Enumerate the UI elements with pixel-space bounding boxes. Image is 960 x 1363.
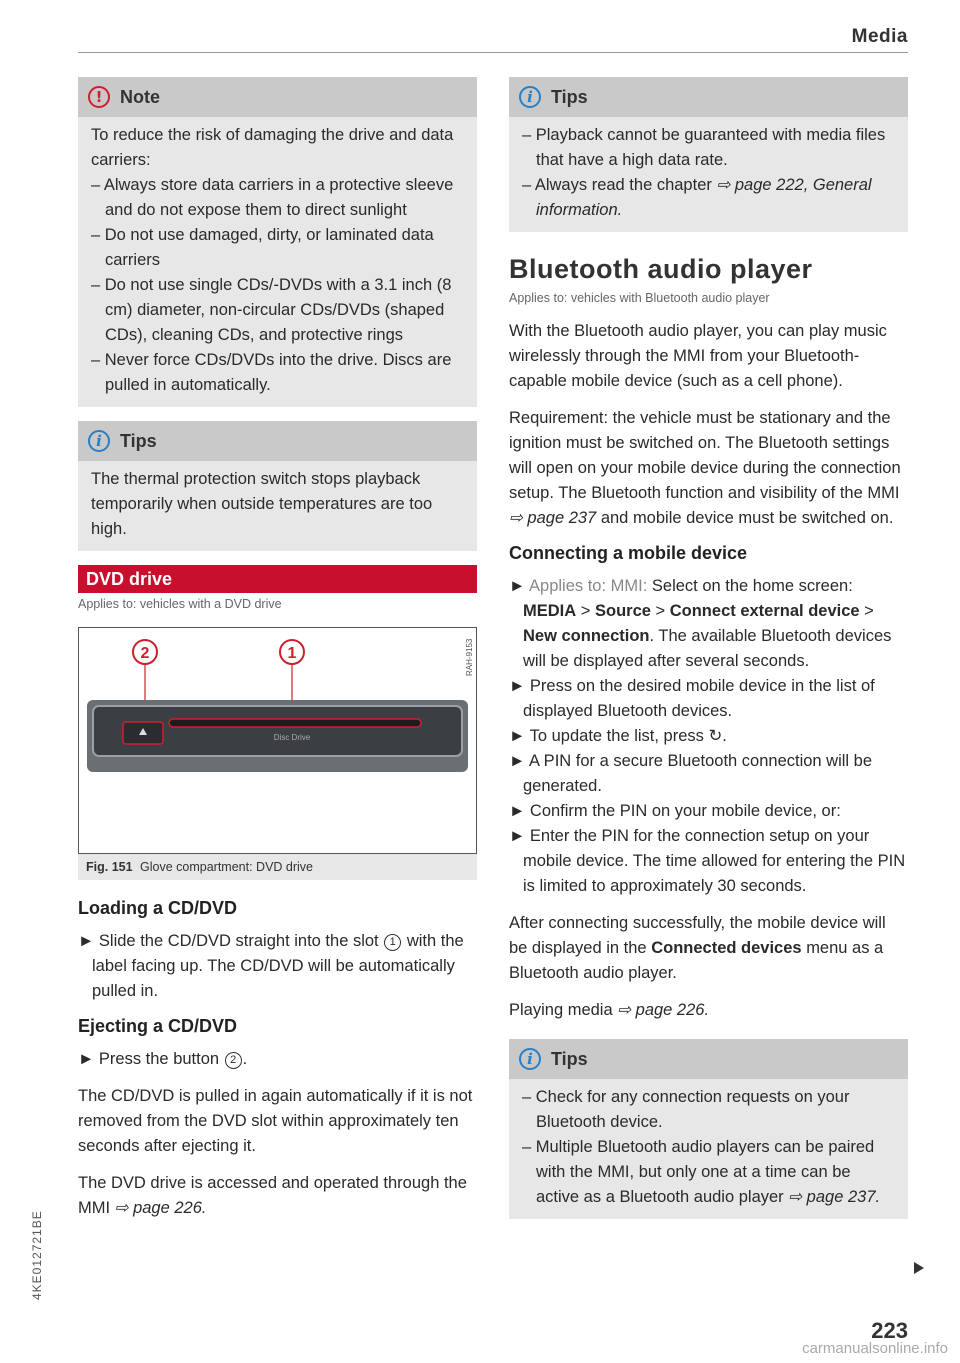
continue-arrow-icon: [914, 1262, 924, 1274]
connect-step-4: ► A PIN for a secure Bluetooth connection will be generated.: [509, 752, 873, 795]
tips-item-text: – Always read the chapter: [522, 176, 712, 194]
page-link-226[interactable]: ⇨ page 226.: [617, 1001, 710, 1019]
page-link-237[interactable]: ⇨ page 237: [509, 509, 597, 527]
bluetooth-applies: Applies to: vehicles with Bluetooth audio player: [509, 291, 770, 305]
tips-item: [522, 173, 895, 223]
dvd-drive-illustration: [79, 628, 476, 851]
tips-box-thermal: [78, 421, 477, 551]
right-column: [509, 77, 908, 1233]
page-link-222[interactable]: ⇨ page 222, General information.: [536, 176, 872, 219]
tips-text: The thermal protection switch stops playback temporarily when outside temperatures are too high.: [91, 470, 433, 538]
after-text: After connecting successfully, the mobile device will be displayed in the: [509, 914, 886, 957]
figure-caption: [78, 854, 477, 880]
tips-header: [509, 77, 908, 117]
tips-item: [522, 1135, 895, 1210]
menu-source: Source: [594, 602, 651, 620]
note-item: – Never force CDs/DVDs into the drive. Discs are pulled in automatically.: [91, 351, 452, 394]
document-code: 4KE012721BE: [30, 1210, 44, 1300]
loading-step-post: with the label facing up. The CD/DVD will be automatically pulled in.: [92, 932, 464, 1000]
page-number: 223: [871, 1318, 908, 1343]
tips-box-bluetooth: [509, 1039, 908, 1219]
menu-new-connection: New connection: [523, 627, 650, 645]
tips-body: [509, 117, 908, 232]
note-title: Note: [120, 86, 160, 107]
note-item: – Do not use single CDs/-DVDs with a 3.1 inch (8 cm) diameter, non-circular CDs/DVDs (shaped CDs), cleaning CDs, and protective rings: [91, 276, 452, 344]
button-callout: 2: [225, 1052, 242, 1069]
callout-1: 1: [287, 645, 297, 662]
tips-title: Tips: [551, 86, 588, 107]
header-rule: [78, 52, 908, 53]
after-text-post: menu as a Bluetooth audio player.: [509, 939, 884, 982]
dvd-figure: [78, 627, 477, 854]
figure-caption-text: Glove compartment: DVD drive: [140, 860, 314, 874]
connect-step-2: ► Press on the desired mobile device in the list of displayed Bluetooth devices.: [509, 677, 875, 720]
note-item: – Always store data carriers in a protective sleeve and do not expose them to direct sunlight: [91, 176, 454, 219]
tips-body: [78, 461, 477, 551]
tips-title: Tips: [120, 430, 157, 451]
ejecting-step: ► Press the button 2 .: [78, 1050, 248, 1068]
bluetooth-intro: With the Bluetooth audio player, you can play music wirelessly through the MMI from your Bluetooth-capable mobile device (such as a cell phone).: [509, 322, 887, 390]
dvd-paragraph-1: The CD/DVD is pulled in again automatically if it is not removed from the DVD slot within approximately ten seconds after ejecting it.: [78, 1087, 473, 1155]
tips-item: – Check for any connection requests on your Bluetooth device.: [522, 1088, 850, 1131]
tips-title: Tips: [551, 1048, 588, 1069]
loading-step: [78, 929, 477, 1004]
watermark: carmanualsonline.info: [802, 1340, 948, 1357]
figure-code: RAH-9153: [465, 638, 474, 676]
bluetooth-requirement: [509, 406, 908, 531]
tips-item: – Playback cannot be guaranteed with media files that have a high data rate.: [522, 126, 886, 169]
tips-item-text: – Multiple Bluetooth audio players can be paired with the MMI, but only one at a time can be active as a Bluetooth audio player: [522, 1138, 875, 1206]
drive-label: Disc Drive: [273, 733, 311, 742]
playing-media-text: Playing media: [509, 1001, 613, 1019]
step-applies: Applies to: MMI:: [529, 577, 648, 595]
loading-step-pre: ► Slide the CD/DVD straight into the slot: [78, 932, 379, 950]
left-column: [78, 77, 477, 1233]
dvd-applies: Applies to: vehicles with a DVD drive: [78, 597, 282, 611]
loading-heading: Loading a CD/DVD: [78, 898, 238, 918]
dvd-drive-heading: DVD drive: [78, 565, 477, 593]
page-link-226[interactable]: ⇨ page 226.: [114, 1199, 207, 1217]
note-body: [78, 117, 477, 407]
tips-body: [509, 1079, 908, 1219]
step-text: Select on the home screen:: [651, 577, 853, 595]
figure-number: Fig. 151: [86, 860, 133, 874]
connecting-heading: Connecting a mobile device: [509, 543, 748, 563]
ejecting-heading: Ejecting a CD/DVD: [78, 1016, 238, 1036]
info-icon: i: [88, 430, 110, 452]
dvd-paragraph-2: [78, 1171, 477, 1221]
info-icon: i: [519, 1048, 541, 1070]
connect-step-3: ► To update the list, press ↻.: [509, 727, 727, 745]
connect-step-6: ► Enter the PIN for the connection setup on your mobile device. The time allowed for entering the PIN is limited to approximately 30 seconds.: [509, 827, 906, 895]
dvd-paragraph-2-text: The DVD drive is accessed and operated through the MMI: [78, 1174, 467, 1217]
requirement-text: Requirement: the vehicle must be stationary and the ignition must be switched on. The Bluetooth settings will open on your mobile device during the connection setup. The Bluetooth function and visibility of the MMI: [509, 409, 901, 502]
tips-header: [509, 1039, 908, 1079]
connect-step-1: ► Applies to: MMI: Select on the home screen: MEDIA > Source > Connect external device > New connection. The available Bluetooth devices will be displayed after several seconds.: [509, 577, 892, 670]
connected-devices-menu: Connected devices: [651, 939, 802, 957]
section-title: Media: [851, 26, 908, 47]
ejecting-step-text: ► Press the button: [78, 1050, 220, 1068]
bluetooth-heading: Bluetooth audio player: [509, 254, 813, 284]
note-item: – Do not use damaged, dirty, or laminated data carriers: [91, 226, 434, 269]
requirement-text-post: and mobile device must be switched on.: [600, 509, 894, 527]
warning-icon: !: [88, 86, 110, 108]
note-box: [78, 77, 477, 407]
info-icon: i: [519, 86, 541, 108]
step-text-post: . The available Bluetooth devices will be displayed after several seconds.: [523, 627, 892, 670]
connect-step-5: ► Confirm the PIN on your mobile device, or:: [509, 802, 841, 820]
note-intro: To reduce the risk of damaging the drive and data carriers:: [91, 126, 454, 169]
tips-header: [78, 421, 477, 461]
slot-callout: 1: [384, 934, 401, 951]
playing-media: [509, 998, 908, 1023]
after-connecting: [509, 911, 908, 986]
page-link-237[interactable]: ⇨ page 237.: [788, 1188, 881, 1206]
note-header: [78, 77, 477, 117]
callout-2: 2: [140, 645, 150, 662]
menu-media: MEDIA: [523, 602, 577, 620]
tips-box-playback: [509, 77, 908, 232]
menu-connect-external: Connect external device: [669, 602, 860, 620]
